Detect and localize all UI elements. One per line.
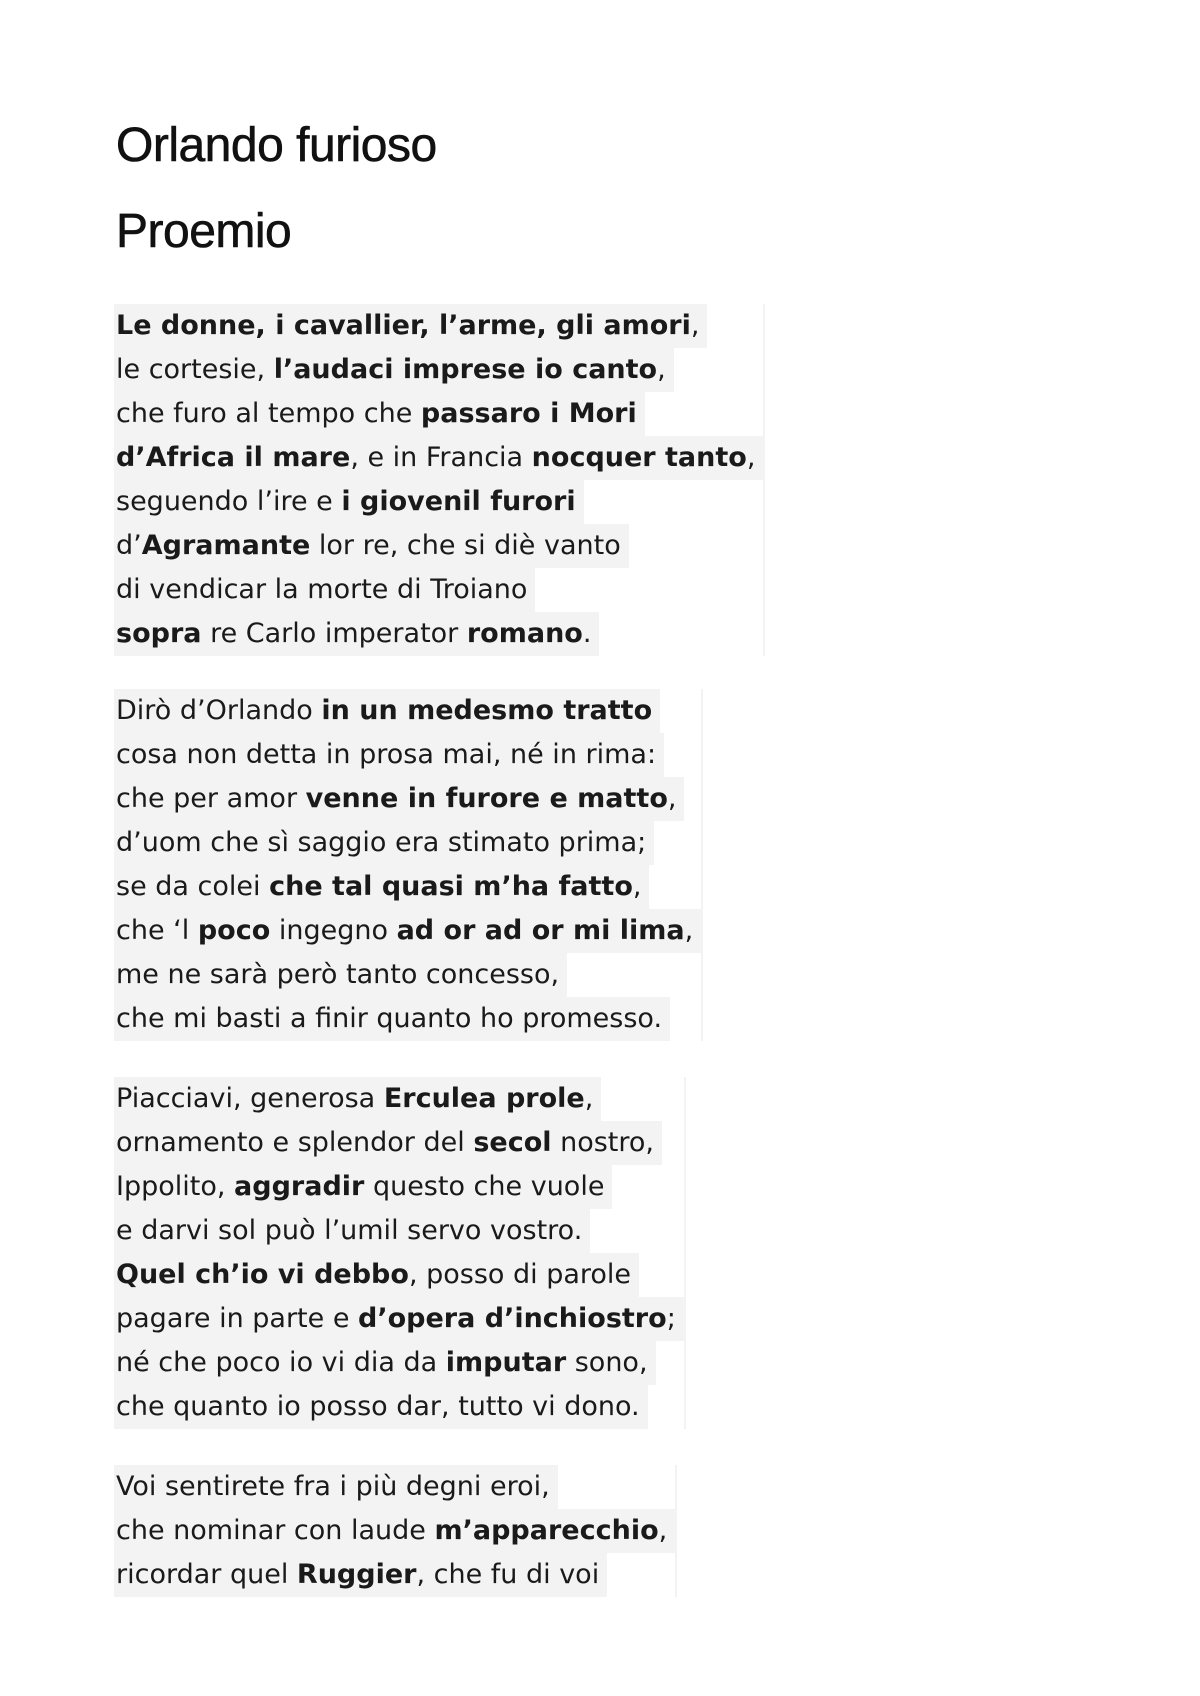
verse-bold-text: romano [466,618,583,649]
verse-line [116,865,701,909]
verse-bold-text: Erculea prole [383,1083,585,1114]
verse-text: , [690,310,700,341]
verse-text: , che fu di voi [416,1559,600,1590]
verse-text: re Carlo imperator [201,618,467,649]
verse-text: ricordar quel [116,1559,297,1590]
verse-line [116,1297,684,1341]
stanza [114,1465,677,1597]
verse-bold-text: in un medesmo tratto [321,695,653,726]
verse-text: , [667,783,677,814]
verse-text: seguendo l’ire e [116,486,342,517]
verse-line [116,1165,684,1209]
verse-text: d’uom che sì saggio era stimato prima; [116,827,647,858]
verse-line [116,436,763,480]
verse-text: e darvi sol può l’umil servo vostro. [116,1215,583,1246]
verse-bold-text: venne in furore e matto [305,783,668,814]
verse-text: , [657,354,666,385]
section-heading: Proemio [116,205,292,258]
verse-line [116,612,763,656]
verse-text: sono, [566,1347,648,1378]
verse-line [116,953,701,997]
verse-text: me ne sarà però tanto concesso, [116,959,560,990]
verse-text: Dirò d’Orlando [116,695,322,726]
stanza [114,689,703,1041]
verse-bold-text: aggradir [234,1171,365,1202]
verse-line [116,1465,675,1509]
stanza [114,304,765,656]
verse-line [116,1077,684,1121]
verse-line [116,821,701,865]
verse-text: Piacciavi, generosa [116,1083,384,1114]
verse-text: questo che vuole [364,1171,605,1202]
verse-text: , e in Francia [350,442,532,473]
verse-text: d’ [116,530,142,561]
verse-text: nostro, [551,1127,655,1158]
verse-bold-text: secol [473,1127,552,1158]
verse-line [116,1385,684,1429]
verse-text: né che poco io vi dia da [116,1347,446,1378]
verse-line [116,392,763,436]
verse-bold-text: Agramante [141,530,311,561]
verse-bold-text: che tal quasi m’ha fatto [269,871,633,902]
verse-bold-text: Quel ch’io vi debbo [116,1259,409,1290]
verse-bold-text: m’apparecchio [434,1515,659,1546]
verse-text: che ‘l [116,915,198,946]
verse-line [116,689,701,733]
verse-text: che mi basti a finir quanto ho promesso. [116,1003,663,1034]
verse-text: lor re, che si diè vanto [310,530,621,561]
verse-line [116,1553,675,1597]
verse-text: , [746,442,756,473]
verse-line [116,997,701,1041]
verse-text: che per amor [116,783,306,814]
verse-line [116,1509,675,1553]
verse-text: , [658,1515,668,1546]
verse-bold-text: d’opera d’inchiostro [358,1303,667,1334]
verse-line [116,909,701,953]
verse-bold-text: Ruggier [296,1559,417,1590]
verse-bold-text: nocquer tanto [531,442,747,473]
verse-text: che nominar con laude [116,1515,435,1546]
verse-text: , [584,1083,594,1114]
verse-text: , [684,915,694,946]
stanza [114,1077,686,1429]
verse-bold-text: l’audaci imprese io canto [273,354,658,385]
verse-text: di vendicar la morte di Troiano [116,574,528,605]
verse-text: Voi sentirete fra i più degni eroi, [116,1471,550,1502]
verse-text: ornamento e splendor del [116,1127,474,1158]
verse-text: che quanto io posso dar, tutto vi dono. [116,1391,640,1422]
verse-text: , [632,871,642,902]
page-title: Orlando furioso [116,119,437,172]
verse-line [116,1121,684,1165]
verse-line [116,304,763,348]
verse-text: pagare in parte e [116,1303,359,1334]
verse-text: se da colei [116,871,270,902]
verse-text: che furo al tempo che [116,398,421,429]
verse-line [116,348,763,392]
verse-bold-text: Le donne, i cavallier, l’arme, gli amori [116,310,691,341]
verse-line [116,480,763,524]
verse-text: ingegno [270,915,397,946]
verse-line [116,524,763,568]
verse-bold-text: ad or ad or mi lima [396,915,685,946]
verse-bold-text: sopra [116,618,202,649]
verse-text: ; [666,1303,676,1334]
verse-line [116,568,763,612]
verse-line [116,777,701,821]
verse-text: . [582,618,592,649]
verse-text: , posso di parole [408,1259,632,1290]
verse-line [116,733,701,777]
verse-text: le cortesie, [116,354,274,385]
verse-text: Ippolito, [116,1171,235,1202]
verse-line [116,1253,684,1297]
verse-bold-text: poco [197,915,271,946]
verse-bold-text: d’Africa il mare [116,442,351,473]
verse-line [116,1341,684,1385]
verse-bold-text: imputar [445,1347,567,1378]
verse-line [116,1209,684,1253]
verse-bold-text: passaro i Mori [420,398,637,429]
verse-text: cosa non detta in prosa mai, né in rima: [116,739,657,770]
verse-bold-text: i giovenil furori [341,486,576,517]
